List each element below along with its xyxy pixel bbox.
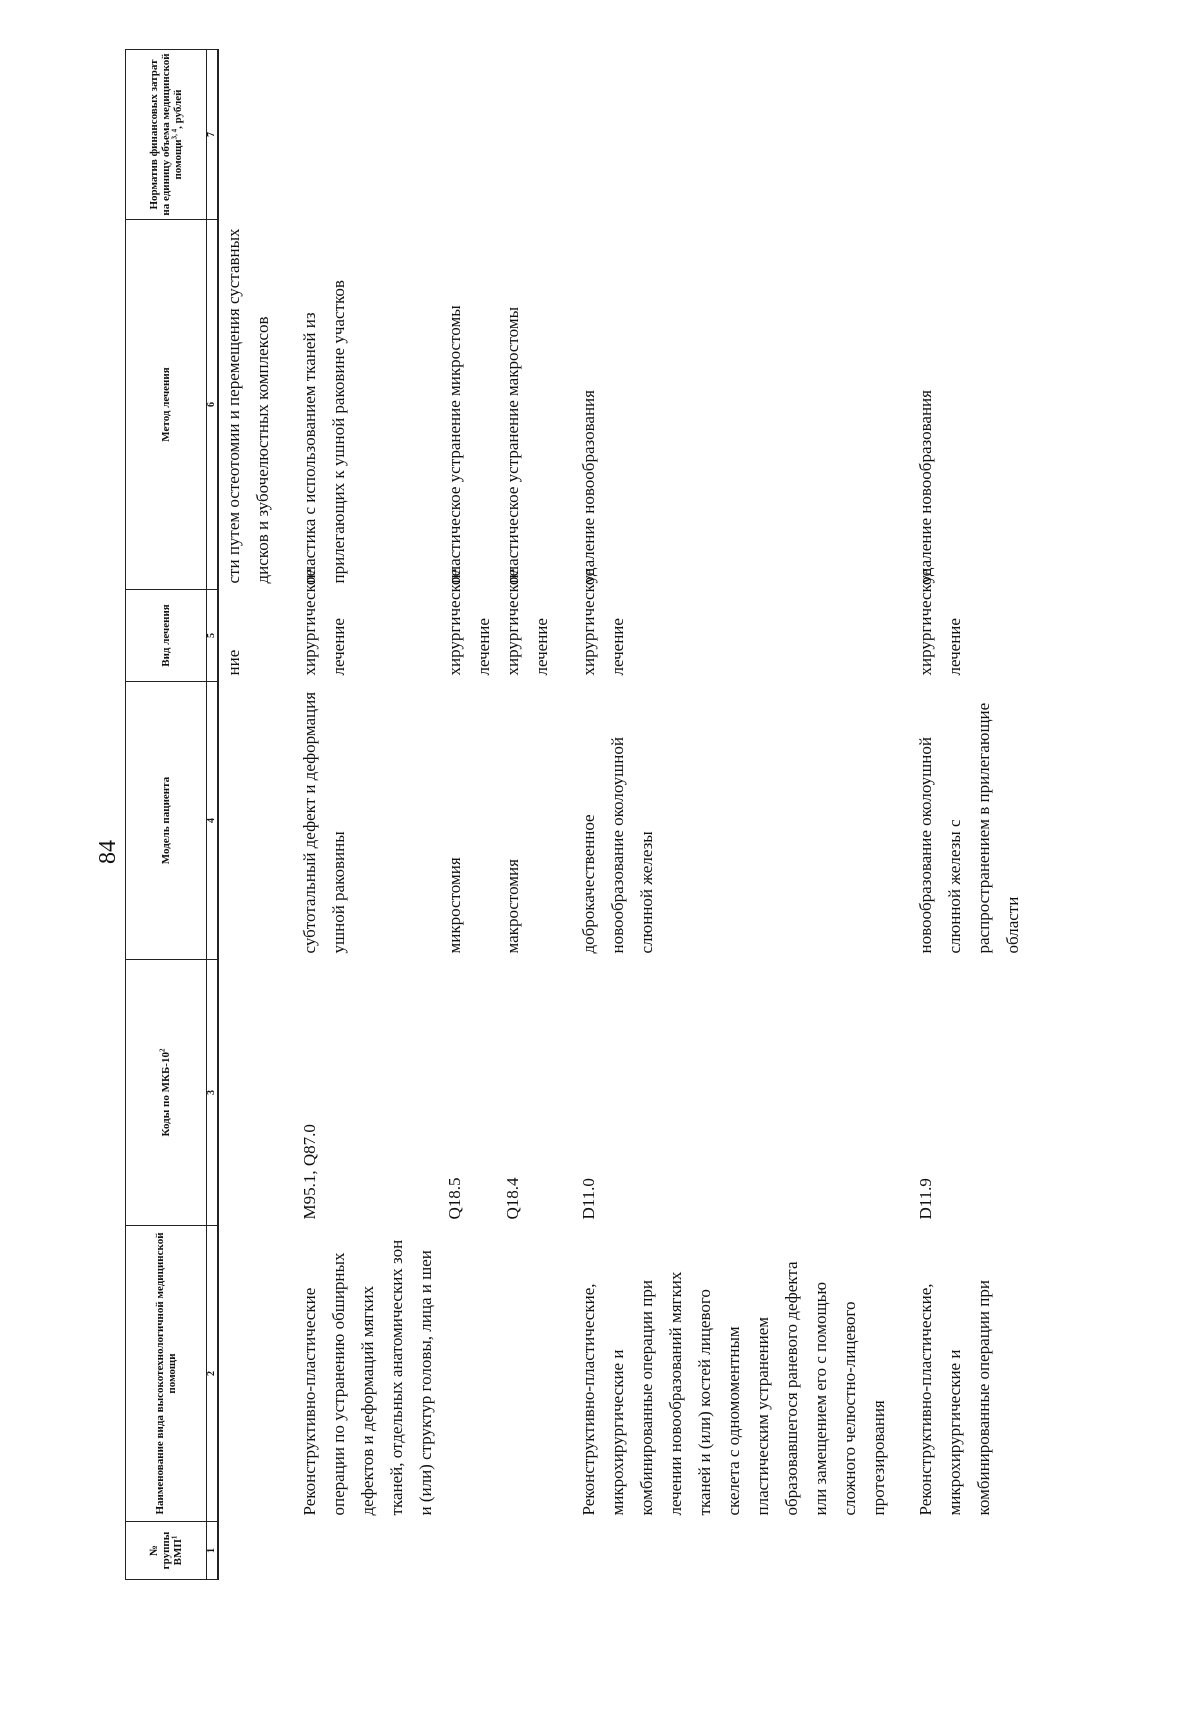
cell-icd-codes: M95.1, Q87.0 [300,1124,319,1220]
header-icd-codes: Коды по МКБ-$10^2$ [126,960,207,1226]
cell-group-number [498,1522,556,1580]
cell-treatment-type: хирургическое лечение [579,568,627,676]
column-number-row [207,50,219,1580]
cell-icd-codes: Q18.4 [503,1177,522,1220]
cell-group-number [574,1522,893,1580]
cell-treatment-method: пластическое устранение микростомы [445,305,464,584]
cell-care-type-name: Реконструктивно-пластические операции по устранению обширных дефектов и деформаций мягких тканей, отдельных анатомических зон и (или) структур головы, лица и шеи [300,1239,435,1516]
column-number: 3 [207,960,219,1226]
table-header-row [126,50,207,1580]
cell-treatment-method: пластическое устранение макростомы [503,307,522,584]
cell-patient-model: микростомия [445,857,464,954]
cell-icd-codes: D11.0 [579,1178,598,1220]
cell-care-type-name: Реконструктивно-пластические, микрохирургические и комбинированные операции при [916,1280,993,1516]
cell-group-number [295,1522,440,1580]
column-number: 2 [207,1226,219,1522]
table-row [295,50,440,1580]
table-row [218,50,277,1580]
cell-cost-norm [295,50,440,220]
column-number: 6 [207,220,219,590]
cell-care-type-name: Реконструктивно-пластические, микрохирургические и комбинированные операции при лечении новообразований мягких тканей и (или) костей лицевого скелета с одномоментным пластическим устранением образовавшегося раневого дефекта или замещением его с помощью сложного челюстно-лицевого протезирования [579,1261,888,1516]
cell-treatment-method: удаление новообразования [579,390,598,584]
cell-patient-model: доброкачественное новообразование околоушной слюнной железы [579,737,656,954]
cell-care-type-name [440,1226,498,1522]
cell-cost-norm [440,50,498,220]
header-treatment-type: Вид лечения [126,590,207,682]
column-number: 5 [207,590,219,682]
vmp-table [125,49,1027,1580]
cell-treatment-type: хирургическое лечение [503,568,551,676]
cell-treatment-method: удаление новообразования [916,390,935,584]
cell-icd-codes: D11.9 [916,1178,935,1220]
cell-patient-model [218,682,277,960]
cell-treatment-type: хирургическое лечение [445,568,493,676]
cell-treatment-method: пластика с использованием тканей из прилегающих к ушной раковине участков [300,280,348,584]
cell-icd-codes: Q18.5 [445,1177,464,1220]
header-care-type-name: Наименование вида высокотехнологичной медицинской помощи [126,1226,207,1522]
cell-patient-model: новообразование околоушной слюнной железы с распространением в прилегающие области [916,702,1022,954]
table-row [440,50,498,1580]
header-cost-norm: Норматив финансовых затрат на единицу объема медицинской помощи$^{3, 4}$, рублей [126,50,207,220]
cell-group-number [218,1522,277,1580]
cell-cost-norm [498,50,556,220]
cell-cost-norm [911,50,1027,220]
cell-patient-model: макростомия [503,859,522,954]
column-number: 1 [207,1522,219,1580]
cell-group-number [911,1522,1027,1580]
cell-care-type-name [218,1226,277,1522]
cell-treatment-type: хирургическое лечение [300,568,348,676]
cell-cost-norm [574,50,893,220]
cell-treatment-type: хирургическое лечение [916,568,964,676]
table-row [574,50,893,1580]
column-number: 7 [207,50,219,220]
column-number: 4 [207,682,219,960]
table-row [498,50,556,1580]
cell-icd-codes [218,960,277,1226]
rotated-page-content [125,50,1105,1580]
cell-cost-norm [218,50,277,220]
cell-care-type-name [498,1226,556,1522]
cell-treatment-method: сти путем остеотомии и перемещения суставных дисков и зубочелюстных комплексов [224,228,272,584]
header-patient-model: Модель пациента [126,682,207,960]
page-number: 84 [95,840,121,864]
cell-treatment-type: ние [224,649,243,676]
cell-patient-model: субтотальный дефект и деформация ушной раковины [300,691,348,954]
cell-group-number [440,1522,498,1580]
header-group-number: № группы ВМП$^1$ [126,1522,207,1580]
header-treatment-method: Метод лечения [126,220,207,590]
table-row [911,50,1027,1580]
